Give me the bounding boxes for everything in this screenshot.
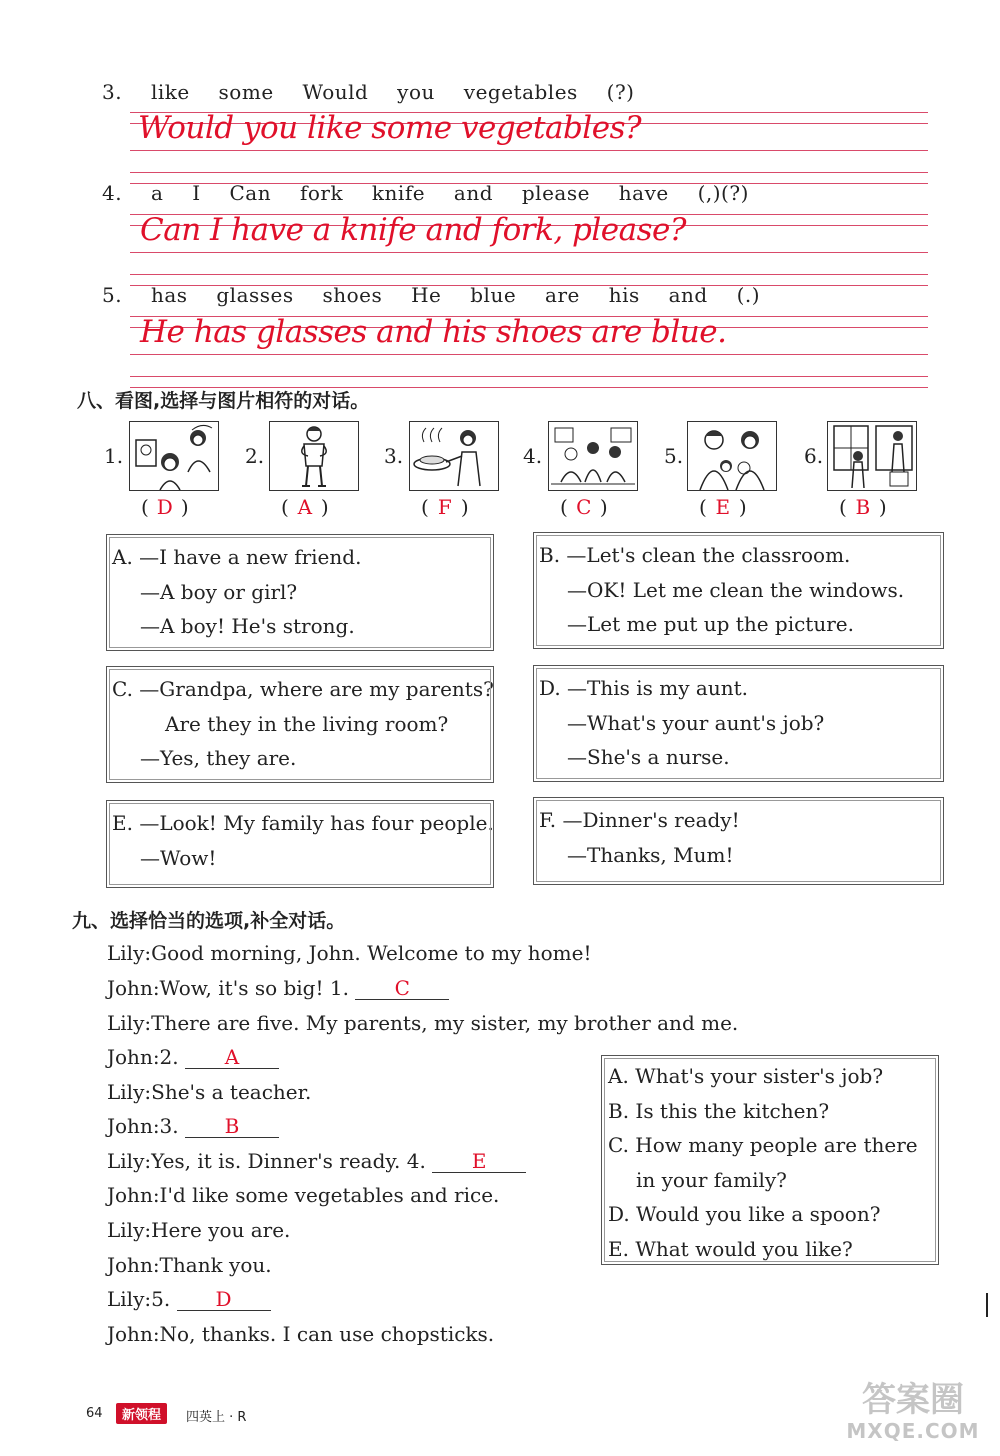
dialogue-line-8: John:I'd like some vegetables and rice. [107,1183,500,1207]
dialogue-line-9: Lily:Here you are. [107,1218,291,1242]
dialogue-d-line-1: D. —This is my aunt. [539,676,748,700]
dialogue-box-f [533,797,944,885]
dialogue-a-line-3: —A boy! He's strong. [140,614,355,638]
question-4-answer: Can I have a knife and fork, please? [140,212,687,248]
dialogue-e-line-1: E. —Look! My family has four people. [112,811,494,835]
option-b: B. Is this the kitchen? [608,1098,830,1123]
blank-1: C [355,977,449,1000]
dialogue-line-2: John:Wow, it's so big! 1. C [107,976,449,1000]
picture-6-number: 6. [804,444,824,468]
option-a: A. What's your sister's job? [608,1064,884,1088]
picture-1-number: 1. [104,444,124,468]
picture-3-answer: ( F ) [421,495,469,519]
picture-2-number: 2. [245,444,265,468]
living-room-family-picture [548,421,638,491]
question-5-prompt: 5. has glasses shoes He blue are his and (.) [102,283,761,307]
dialogue-b-line-1: B. —Let's clean the classroom. [539,543,851,567]
dialogue-d-line-3: —She's a nurse. [567,745,730,769]
blank-4: E [432,1150,526,1173]
dialogue-f-line-2: —Thanks, Mum! [567,842,734,867]
picture-2-answer: ( A ) [281,495,329,519]
section-8-title: 八、看图,选择与图片相符的对话。 [77,390,370,412]
dialogue-line-6: John:3. B [107,1114,279,1138]
section-9-title: 九、选择恰当的选项,补全对话。 [72,910,346,932]
dialogue-c-line-3: —Yes, they are. [140,746,297,770]
option-c: C. How many people are there [608,1133,918,1157]
picture-4-answer: ( C ) [560,495,608,519]
dialogue-box-d [533,665,944,782]
dialogue-line-11: Lily:5. D [107,1287,271,1311]
dialogue-line-12: John:No, thanks. I can use chopsticks. [107,1322,495,1346]
dialogue-line-3: Lily:There are five. My parents, my sister, my brother and me. [107,1011,739,1035]
cleaning-windows-picture [827,421,917,491]
book-label: 四英上 · R [186,1410,247,1425]
dialogue-a-line-1: A. —I have a new friend. [112,545,362,569]
question-4-prompt: 4. a I Can fork knife and please have (,)(?) [102,181,749,205]
dialogue-line-10: John:Thank you. [107,1253,272,1277]
watermark: 答案圈 MXQE.COM [846,1380,980,1443]
dialogue-b-line-3: —Let me put up the picture. [567,612,854,636]
dialogue-e-line-2: —Wow! [140,845,217,870]
dialogue-box-e [106,800,494,888]
girl-with-photo-picture [129,421,219,491]
picture-6-answer: ( B ) [839,495,887,519]
page-number: 64 [86,1406,103,1421]
family-of-four-picture [687,421,777,491]
dialogue-line-7: Lily:Yes, it is. Dinner's ready. 4. E [107,1149,526,1173]
question-3-prompt: 3. like some Would you vegetables (?) [102,80,635,104]
mother-serving-dinner-picture [409,421,499,491]
option-d: D. Would you like a spoon? [608,1202,881,1226]
dialogue-b-line-2: —OK! Let me clean the windows. [567,577,905,602]
option-c-continued: in your family? [636,1167,787,1192]
picture-1-answer: ( D ) [141,495,189,519]
question-5-answer: He has glasses and his shoes are blue. [140,314,727,350]
option-e: E. What would you like? [608,1236,853,1261]
dialogue-box-c [106,666,494,783]
picture-3-number: 3. [384,444,404,468]
dialogue-a-line-2: —A boy or girl? [140,579,298,604]
options-box [601,1055,939,1265]
question-3-answer: Would you like some vegetables? [138,110,642,146]
dialogue-c-line-1: C. —Grandpa, where are my parents? [112,677,494,701]
blank-3: B [185,1115,279,1138]
blank-2: A [185,1046,279,1069]
dialogue-line-5: Lily:She's a teacher. [107,1080,312,1104]
dialogue-c-line-2: Are they in the living room? [165,711,449,736]
picture-5-answer: ( E ) [699,495,747,519]
blank-5: D [177,1288,271,1311]
dialogue-d-line-2: —What's your aunt's job? [567,710,825,735]
brand-logo: 新领程 [116,1403,167,1424]
dialogue-line-4: John:2. A [107,1045,279,1069]
dialogue-box-b [533,532,944,649]
dialogue-line-1: Lily:Good morning, John. Welcome to my home! [107,941,592,965]
strong-boy-picture [269,421,359,491]
margin-mark [986,1293,988,1317]
picture-4-number: 4. [523,444,543,468]
dialogue-f-line-1: F. —Dinner's ready! [539,808,740,832]
dialogue-box-a [106,534,494,651]
picture-5-number: 5. [664,444,684,468]
